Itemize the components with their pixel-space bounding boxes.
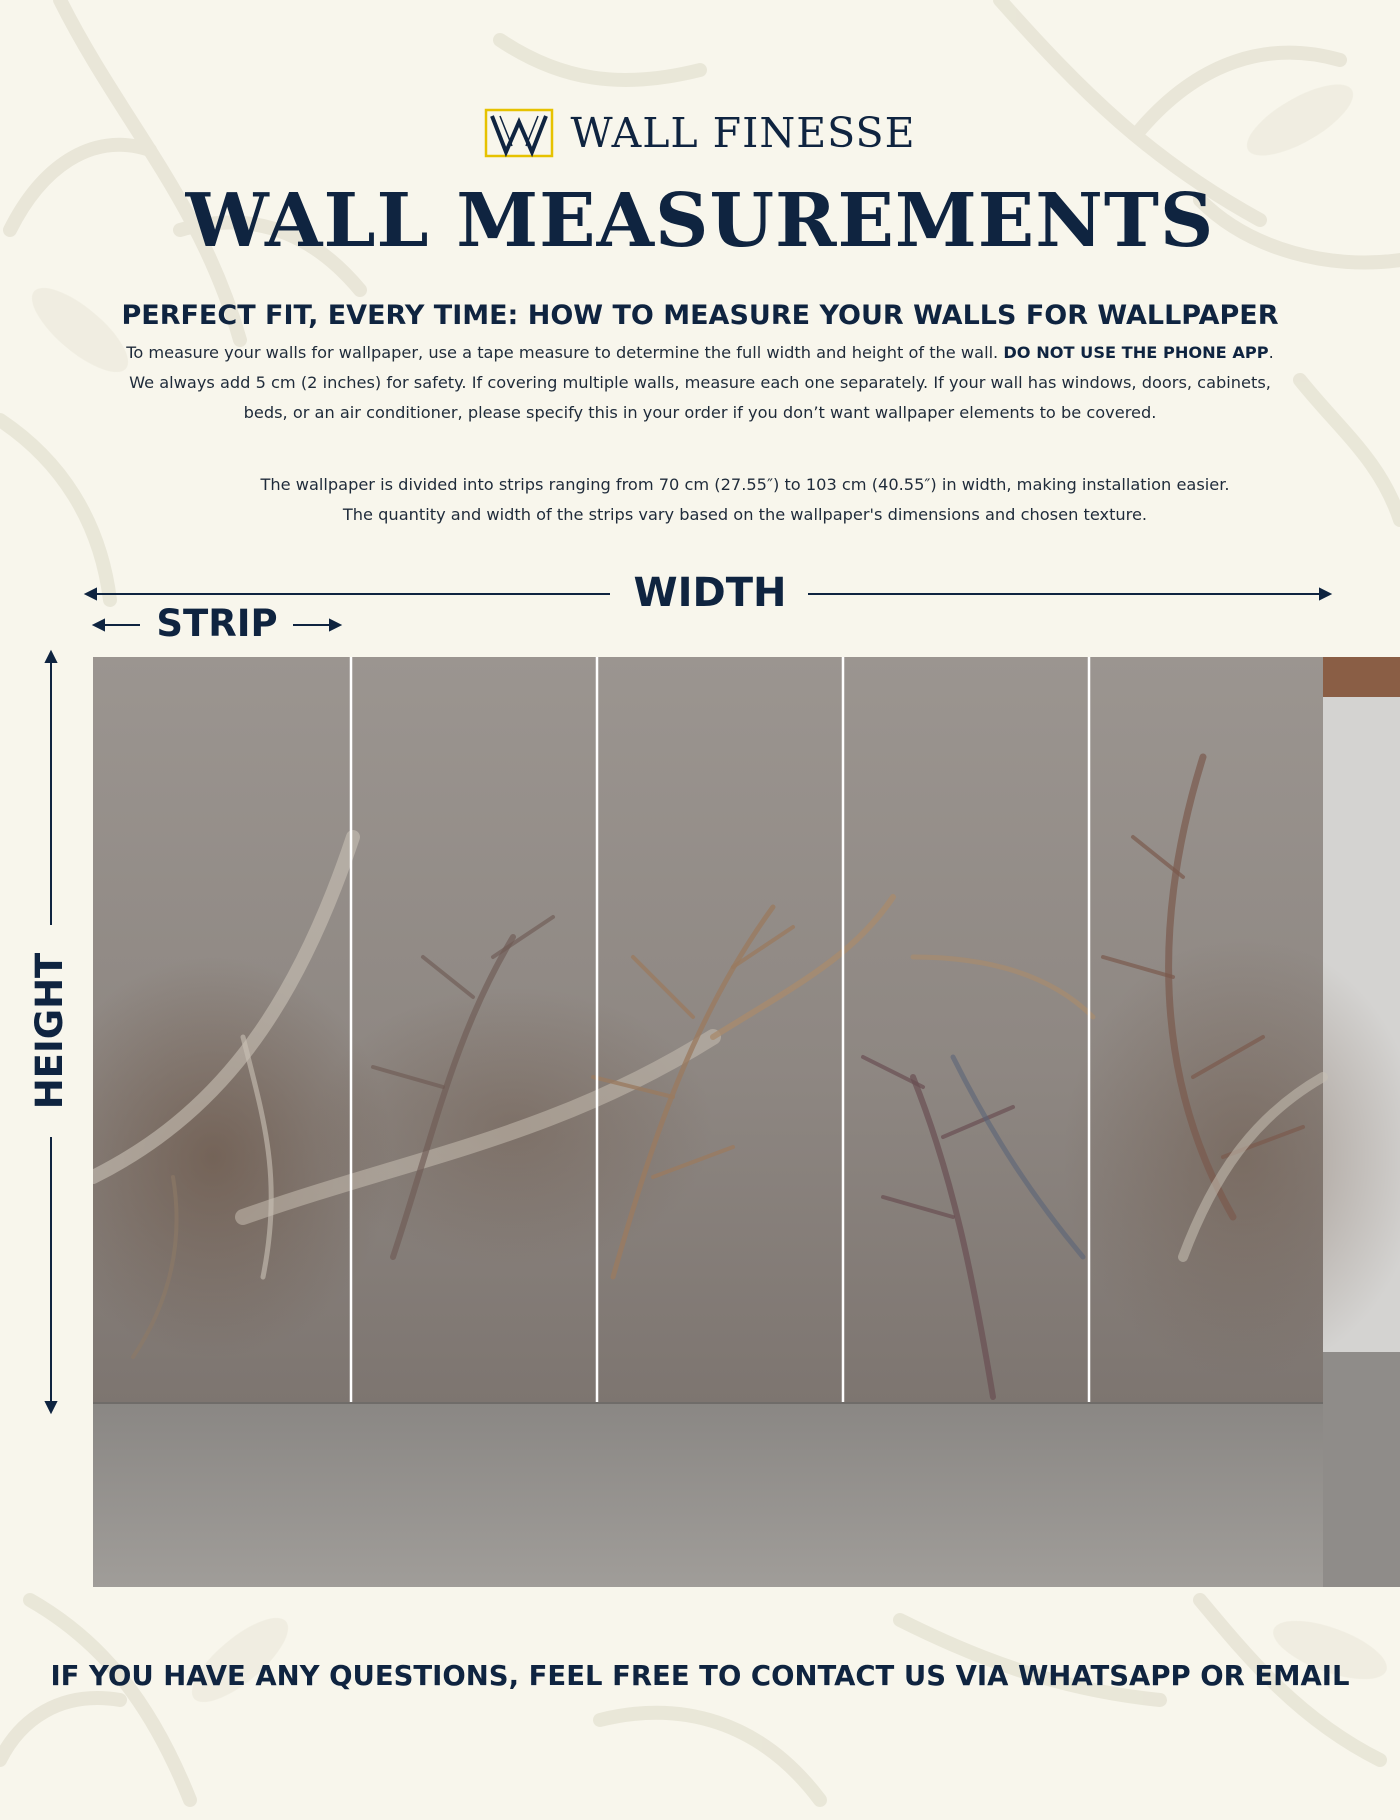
intro-paragraph <box>90 338 1310 428</box>
floor <box>93 1403 1400 1587</box>
strip-label: STRIP <box>156 602 278 645</box>
phone-app-warning: DO NOT USE THE PHONE APP <box>1003 343 1269 362</box>
wood-ceiling-trim <box>1323 657 1400 697</box>
height-arrow-top-head <box>46 652 56 662</box>
width-arrow-right-head <box>1320 589 1330 599</box>
width-arrow-left-head <box>86 589 96 599</box>
intro-line-2: We always add 5 cm (2 inches) for safety. If covering multiple walls, measure each one separately. If your wall has windows, doors, cabinets, <box>129 373 1271 392</box>
strips-info-paragraph <box>170 470 1320 530</box>
room-wallpaper-illustration <box>93 657 1400 1587</box>
page-subtitle: PERFECT FIT, EVERY TIME: HOW TO MEASURE YOUR WALLS FOR WALLPAPER <box>121 300 1279 331</box>
brand-logo <box>0 108 1400 158</box>
brand-name: WALL FINESSE <box>570 109 916 157</box>
strip-arrow-left-head <box>94 620 104 630</box>
strip-arrow-right-head <box>330 620 340 630</box>
height-arrow-bottom-head <box>46 1402 56 1412</box>
intro-line-1-end: . <box>1268 343 1274 362</box>
strips-info-line-1: The wallpaper is divided into strips ranging from 70 cm (27.55″) to 103 cm (40.55″) in width, making installation easier. <box>260 475 1230 494</box>
side-floor <box>1323 1352 1400 1587</box>
height-label: HEIGHT <box>28 952 71 1110</box>
contact-footer: IF YOU HAVE ANY QUESTIONS, FEEL FREE TO CONTACT US VIA WHATSAPP OR EMAIL <box>50 1660 1350 1692</box>
intro-line-1-text: To measure your walls for wallpaper, use a tape measure to determine the full width and height of the wall. <box>126 343 1004 362</box>
strips-info-line-2: The quantity and width of the strips vary based on the wallpaper's dimensions and chosen texture. <box>342 505 1148 524</box>
wall-finesse-monogram-icon <box>484 108 554 158</box>
intro-line-3: beds, or an air conditioner, please specify this in your order if you don’t want wallpaper elements to be covered. <box>243 403 1157 422</box>
page-title: WALL MEASUREMENTS <box>185 178 1215 264</box>
width-label: WIDTH <box>633 570 787 616</box>
intro-line-1 <box>90 338 1310 368</box>
